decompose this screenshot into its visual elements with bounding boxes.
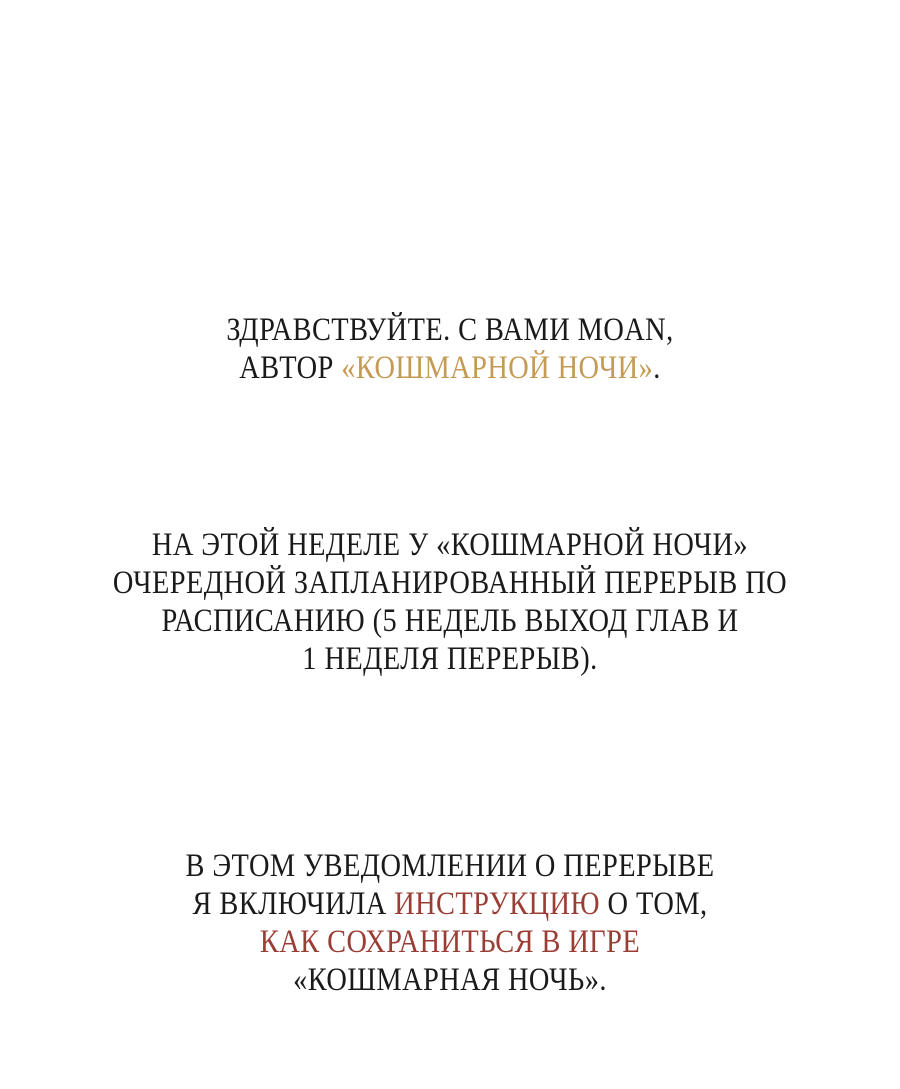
instruction-line-3-highlight: КАК СОХРАНИТЬСЯ В ИГРЕ [259, 924, 641, 960]
break-notice-line-4: 1 НЕДЕЛЯ ПЕРЕРЫВ). [302, 641, 598, 677]
instruction-line-4: «КОШМАРНАЯ НОЧЬ». [293, 962, 607, 998]
greeting-block [63, 311, 837, 387]
instruction-highlight: ИНСТРУКЦИЮ [394, 886, 601, 922]
break-notice-block [63, 526, 837, 678]
greeting-line-1: ЗДРАВСТВУЙТЕ. С ВАМИ MOAN, [226, 312, 674, 348]
greeting-author-label: АВТОР [239, 350, 342, 386]
greeting-period: . [653, 350, 661, 386]
instruction-line-2-prefix: Я ВКЛЮЧИЛА [192, 886, 395, 922]
instruction-line-2 [63, 885, 837, 923]
break-notice-line-1: НА ЭТОЙ НЕДЕЛЕ У «КОШМАРНОЙ НОЧИ» [151, 527, 749, 563]
break-notice-line-3: РАСПИСАНИЮ (5 НЕДЕЛЬ ВЫХОД ГЛАВ И [161, 603, 739, 639]
greeting-title-highlight: «КОШМАРНОЙ НОЧИ» [341, 350, 654, 386]
instruction-line-1: В ЭТОМ УВЕДОМЛЕНИИ О ПЕРЕРЫВЕ [185, 848, 715, 884]
instruction-line-2-suffix: О ТОМ, [600, 886, 708, 922]
break-notice-line-2: ОЧЕРЕДНОЙ ЗАПЛАНИРОВАННЫЙ ПЕРЕРЫВ ПО [112, 565, 788, 601]
instruction-notice-block [63, 847, 837, 999]
greeting-line-2 [63, 349, 837, 387]
